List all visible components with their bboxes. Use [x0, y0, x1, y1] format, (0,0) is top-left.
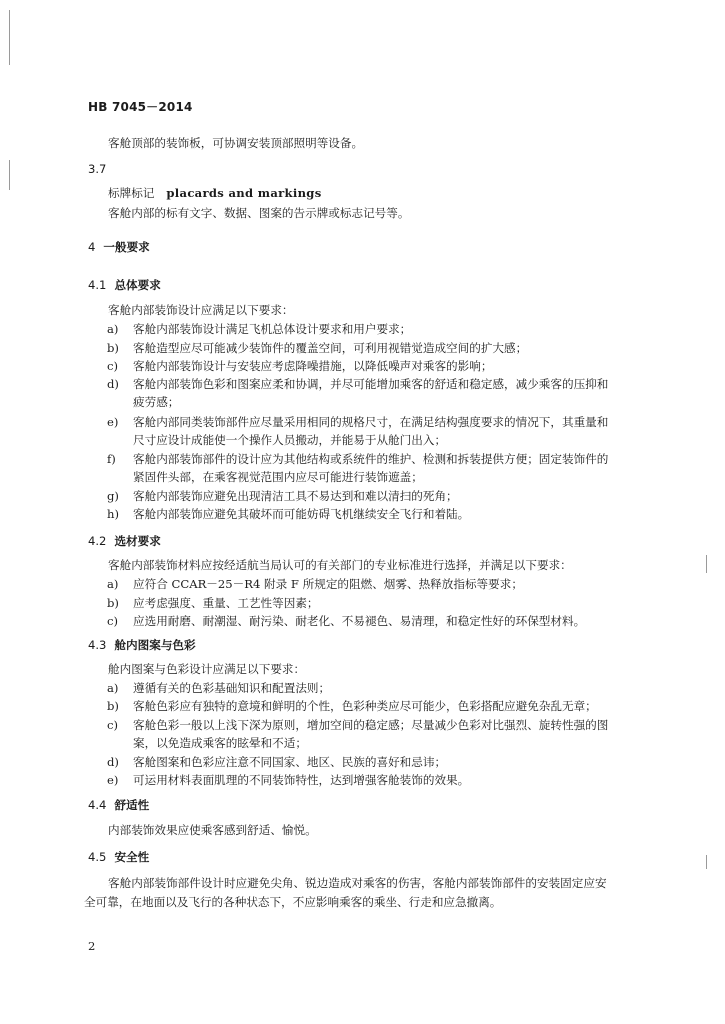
scan-edge-line [706, 855, 707, 869]
intro-line: 客舱顶部的装饰板，可协调安装顶部照明等设备。 [108, 136, 364, 150]
list-label: a) [107, 681, 119, 695]
list-item [107, 699, 597, 713]
list-item [107, 773, 469, 787]
list-label: h) [107, 507, 119, 521]
list-item-continuation [107, 470, 423, 484]
list-text: 应考虑强度、重量、工艺性等因素； [133, 596, 319, 610]
list-item [107, 359, 492, 373]
section-4-5-line: 客舱内部装饰部件设计时应避免尖角、锐边造成对乘客的伤害，客舱内部装饰部件的安装固定应安 [108, 876, 607, 890]
list-text: 客舱内部装饰设计满足飞机总体设计要求和用户要求； [133, 322, 412, 336]
list-label: f) [107, 452, 116, 466]
list-item [107, 341, 527, 355]
list-label: b) [107, 699, 119, 713]
list-item [107, 681, 330, 695]
section-title: 安全性 [114, 850, 150, 864]
term-english: placards and markings [166, 186, 322, 200]
list-item [107, 596, 319, 610]
list-text: 客舱内部装饰应避免其破坏而可能妨碍飞机继续安全飞行和着陆。 [133, 507, 470, 521]
list-item [107, 614, 585, 628]
standard-code-header: HB 7045－2014 [88, 100, 193, 114]
list-text: 应符合 CCAR－25－R4 附录 F 所规定的阻燃、烟雾、热释放指标等要求； [133, 577, 523, 591]
list-label: c) [107, 718, 119, 732]
list-item [107, 577, 523, 591]
list-item [107, 452, 608, 466]
section-number: 3.7 [88, 162, 107, 176]
section-number: 4 [88, 240, 96, 254]
list-text: 客舱色彩一般以上浅下深为原则，增加空间的稳定感；尽量减少色彩对比强烈、旋转性强的图 [133, 718, 609, 732]
term-chinese: 标牌标记 [108, 186, 155, 200]
list-item [107, 322, 411, 336]
list-text: 紧固件头部，在乘客视觉范围内应尽可能进行装饰遮盖； [133, 470, 423, 484]
list-item-continuation [107, 433, 446, 447]
section-4-5-heading [88, 850, 149, 864]
section-4-1-heading [88, 278, 161, 292]
section-number: 4.5 [88, 850, 107, 864]
list-label: e) [107, 415, 119, 429]
list-text: 客舱内部装饰部件的设计应为其他结构或系统件的维护、检测和拆装提供方便；固定装饰件的 [133, 452, 609, 466]
section-title: 舒适性 [114, 798, 150, 812]
list-text: 客舱内部装饰设计与安装应考虑降噪措施，以降低噪声对乘客的影响； [133, 359, 493, 373]
list-text: 可运用材料表面肌理的不同装饰特性，达到增强客舱装饰的效果。 [133, 773, 470, 787]
list-item-continuation [107, 736, 307, 750]
term-definition: 客舱内部的标有文字、数据、图案的告示牌或标志记号等。 [108, 206, 410, 220]
section-4-3-heading [88, 638, 196, 652]
section-number: 4.4 [88, 798, 107, 812]
list-label: c) [107, 614, 119, 628]
section-4-2-lead: 客舱内部装饰材料应按经适航当局认可的有关部门的专业标准进行选择，并满足以下要求： [108, 558, 572, 572]
section-number: 4.1 [88, 278, 107, 292]
section-4-heading [88, 240, 150, 254]
list-text: 客舱内部同类装饰部件应尽量采用相同的规格尺寸，在满足结构强度要求的情况下，其重量和 [133, 415, 609, 429]
scan-edge-line [706, 555, 707, 573]
section-title: 选材要求 [114, 534, 161, 548]
list-text: 客舱内部装饰色彩和图案应柔和协调，并尽可能增加乘客的舒适和稳定感，减少乘客的压抑和 [133, 377, 609, 391]
list-label: b) [107, 596, 119, 610]
list-text: 客舱造型应尽可能减少装饰件的覆盖空间，可利用视错觉造成空间的扩大感； [133, 341, 528, 355]
list-text: 案，以免造成乘客的眩晕和不适； [133, 736, 307, 750]
list-text: 尺寸应设计成能使一个操作人员搬动，并能易于从舱门出入； [133, 433, 447, 447]
list-item [107, 755, 446, 769]
list-label: b) [107, 341, 119, 355]
list-text: 客舱色彩应有独特的意境和鲜明的个性，色彩种类应尽可能少，色彩搭配应避免杂乱无章； [133, 699, 597, 713]
list-item [107, 507, 469, 521]
section-title: 总体要求 [114, 278, 161, 292]
list-text: 应选用耐磨、耐潮湿、耐污染、耐老化、不易褪色、易清理，和稳定性好的环保型材料。 [133, 614, 586, 628]
section-number: 4.2 [88, 534, 107, 548]
section-4-2-heading [88, 534, 161, 548]
page-number: 2 [88, 939, 96, 953]
list-item-continuation [107, 395, 179, 409]
section-4-4-text: 内部装饰效果应使乘客感到舒适、愉悦。 [108, 823, 317, 837]
list-item [107, 377, 608, 391]
section-title: 一般要求 [103, 240, 150, 254]
list-label: a) [107, 322, 119, 336]
section-3-7-number [88, 162, 106, 176]
scan-edge-line [9, 160, 10, 190]
list-item [107, 415, 608, 429]
list-label: g) [107, 489, 119, 503]
list-item [107, 489, 458, 503]
list-label: a) [107, 577, 119, 591]
list-text: 客舱图案和色彩应注意不同国家、地区、民族的喜好和忌讳； [133, 755, 447, 769]
list-label: e) [107, 773, 119, 787]
scan-edge-line [9, 10, 10, 65]
list-item [107, 718, 608, 732]
section-4-4-heading [88, 798, 149, 812]
term-line [108, 186, 322, 200]
section-number: 4.3 [88, 638, 107, 652]
list-label: d) [107, 377, 119, 391]
list-text: 疲劳感； [133, 395, 180, 409]
list-text: 客舱内部装饰应避免出现清洁工具不易达到和难以清扫的死角； [133, 489, 458, 503]
section-title: 舱内图案与色彩 [114, 638, 196, 652]
section-4-3-lead: 舱内图案与色彩设计应满足以下要求： [108, 662, 306, 676]
list-text: 遵循有关的色彩基础知识和配置法则； [133, 681, 331, 695]
list-label: d) [107, 755, 119, 769]
section-4-1-lead: 客舱内部装饰设计应满足以下要求： [108, 303, 294, 317]
section-4-5-line: 全可靠，在地面以及飞行的各种状态下，不应影响乘客的乘坐、行走和应急撤离。 [84, 895, 502, 909]
list-label: c) [107, 359, 119, 373]
